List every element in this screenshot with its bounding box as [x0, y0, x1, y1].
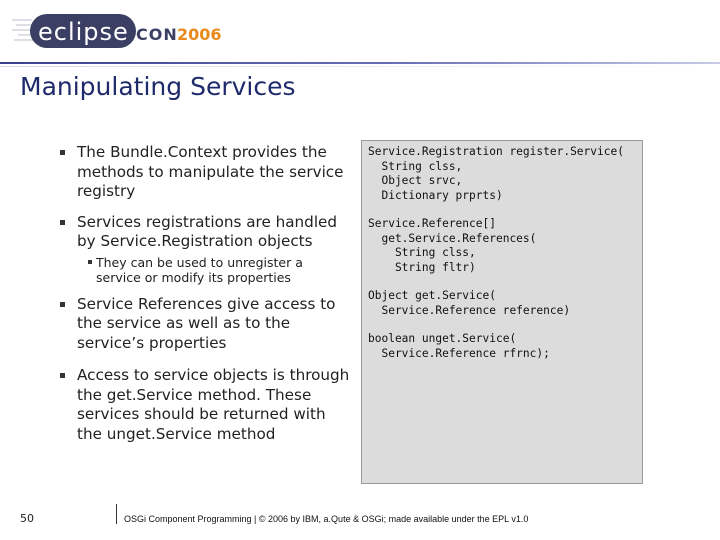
code-line: Service.Reference[] [368, 217, 496, 230]
bullet-list [60, 143, 350, 444]
sub-bullet-item [88, 255, 350, 285]
bullet-square-icon [60, 302, 65, 307]
bullet-text: Services registrations are handled by Service.Registration objects [77, 212, 338, 250]
svg-text:eclipse: eclipse [38, 18, 129, 46]
header-fade-rule [0, 66, 720, 67]
bullet-item [60, 295, 350, 354]
bullet-item [60, 143, 350, 202]
bullet-item [60, 366, 350, 444]
sub-bullet-square-icon [88, 260, 92, 264]
code-line: String fltr) [368, 260, 476, 274]
svg-text:2006: 2006 [177, 25, 222, 44]
sub-bullet-text: They can be used to unregister a service or modify its properties [96, 254, 303, 285]
code-block-unget-service [368, 332, 642, 361]
code-line: Service.Reference rfrnc); [368, 346, 550, 360]
bullet-text: The Bundle.Context provides the methods to manipulate the service registry [77, 143, 344, 200]
code-line: Service.Reference reference) [368, 303, 571, 317]
bullet-square-icon [60, 220, 65, 225]
code-block-get-service [368, 289, 642, 318]
header-rule [0, 62, 720, 64]
code-box [361, 140, 643, 484]
code-line: Service.Registration register.Service( [368, 145, 624, 158]
code-line: get.Service.References( [368, 231, 537, 245]
bullet-text: Service References give access to the service as well as to the service’s properties [77, 294, 336, 352]
bullet-square-icon [60, 373, 65, 378]
eclipsecon-logo [12, 8, 222, 56]
bullet-square-icon [60, 150, 65, 155]
bullet-item [60, 213, 350, 252]
header-banner [0, 0, 720, 62]
code-line: Dictionary prprts) [368, 188, 503, 202]
code-line: String clss, [368, 159, 463, 173]
code-block-register-service [368, 145, 642, 203]
footer-text: OSGi Component Programming | © 2006 by IBM, a.Qute & OSGi; made available under the EPL v1.0 [124, 514, 529, 524]
code-line: String clss, [368, 246, 476, 259]
code-line: Object get.Service( [368, 289, 496, 302]
footer-divider [116, 504, 117, 524]
svg-text:CON: CON [136, 25, 178, 44]
code-block-get-service-references [368, 217, 642, 275]
code-line: Object srvc, [368, 174, 463, 187]
page-number: 50 [20, 512, 34, 525]
code-line: boolean unget.Service( [368, 332, 517, 345]
bullet-text: Access to service objects is through the get.Service method. These services should be returned with the unget.Service method [77, 366, 350, 443]
slide-title: Manipulating Services [20, 72, 296, 101]
